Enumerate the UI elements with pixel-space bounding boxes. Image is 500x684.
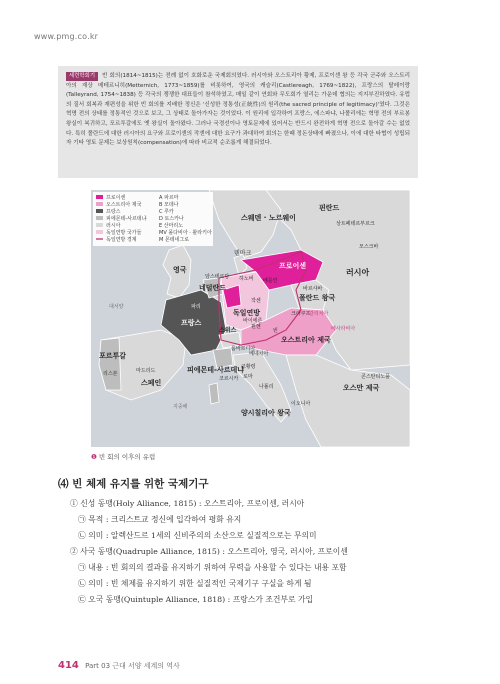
legend-swatch: [96, 209, 103, 213]
legend-key: E 산마리노: [159, 223, 184, 229]
legend-label: 프로이센: [106, 195, 126, 201]
label-lombardy: 롬바르디아: [231, 346, 256, 352]
label-hanover: 하노버: [239, 276, 254, 282]
legend-swatch: [96, 202, 103, 206]
label-switzerland: 스위스: [219, 327, 237, 334]
label-munich: 뮌헨: [251, 324, 261, 330]
legend-key: C 루카: [159, 209, 174, 215]
label-paris: 파리: [191, 304, 201, 310]
label-st-petersburg: 상트페테르부르크: [336, 221, 375, 227]
list-item: ① 신성 동맹(Holy Alliance, 1815) : 오스트리아, 프로이센, 러시아: [70, 499, 305, 508]
label-sweden-norway: 스웨덴 · 노르웨이: [241, 214, 296, 222]
label-galicia: 갈리치아: [309, 311, 329, 317]
label-papal: 교황령: [241, 364, 256, 370]
legend-swatch: [96, 230, 103, 234]
list-item: ② 사국 동맹(Quadruple Alliance, 1815) : 오스트리아, 영국, 러시아, 프로이센: [70, 547, 348, 556]
label-france: 프랑스: [181, 319, 202, 327]
label-corsica: 코르시카: [219, 376, 239, 382]
label-saxony: 작센: [251, 298, 261, 304]
legend-label: 피에몬테-사르데냐: [106, 216, 147, 222]
label-piedmont: 피에몬테-사르데냐: [187, 366, 245, 374]
label-finland: 핀란드: [319, 204, 340, 212]
label-madrid: 마드리드: [136, 368, 156, 374]
label-atlantic: 대서양: [109, 304, 124, 310]
note-tag: 세련학회기: [66, 72, 98, 81]
label-ionia: 이오니아: [291, 401, 311, 407]
label-moscow: 모스크바: [359, 244, 379, 250]
label-berlin: 베를린: [263, 278, 278, 284]
page-footer: [58, 660, 180, 671]
sardinia-region: [209, 383, 219, 404]
label-austria: 오스트리아 제국: [281, 336, 331, 344]
legend-swatch: [96, 223, 103, 227]
label-vienna: 빈: [273, 328, 278, 334]
legend-key: A 파르마: [159, 195, 179, 201]
list-item: ㉡ 의미 : 알렉산드르 1세의 신비주의의 소산으로 실질적으로는 무의미: [78, 531, 317, 540]
legend-swatch: [96, 216, 103, 220]
legend-key: MV 몰다비아 · 왈라키아: [159, 230, 212, 236]
label-denmark: 덴마크: [234, 250, 252, 257]
label-bessarabia: 베사라비아: [331, 326, 356, 332]
legend-label: 러시아: [106, 223, 121, 229]
note-text: 빈 회의(1814~1815)는 전례 없이 호화로운 국제회의였다. 러시아와 오스트리아 황제, 프로이센 왕 등 각국 군주와 오스트리아의 재상 메테르니히(Metternich, 1773~1859)를 비롯하여, 영국의 캐슬리(Castlereagh, 1769~1822), 프랑스의 탈레이랑(Talleyrand, 1754~1838) 등 각국의 쟁쟁한 대표들이 참석하였고, 매일 같이 연회와 무도회가 열리는 가운데 협의는 지지부진하였다. 유럽의 질서 회복과 재편성을 위한 빈 회의를 지배한 정신은 '신성한 정통성(正統性)의 원리(the sacred principle of legitimacy)'였다. 그것은 혁명 전의 상태를 정통적인 것으로 보고, 그 상태로 돌아가자는 것이었다. 이 원리에 입각하여 프랑스, 에스파냐, 나폴리에는 혁명 전의 부르봉 왕실이 복귀하고, 포르투갈에도 옛 왕실이 돌아왔다. 그러나 국경선이나 영토문제에 있어서는 반드시 완전하게 혁명 전으로 돌아갈 수는 없었다. 특히 폴란드에 대한 러시아의 요구와 프로이센의 작센에 대한 요구가 과대하여 회의는 한때 정돈상태에 빠졌으나, 이에 대한 타협이 성립되자 기타 영토 문제는 보상원칙(compensation)에 따라 비교적 순조롭게 해결되었다.: [66, 73, 410, 147]
europe-map: [91, 190, 410, 447]
legend-label: 프랑스: [106, 209, 121, 215]
label-ottoman: 오스만 제국: [343, 384, 380, 392]
label-britain: 영국: [173, 266, 187, 274]
list-item: ㉢ 오국 동맹(Quintuple Alliance, 1818) : 프랑스가 조건부로 가입: [78, 595, 314, 604]
section-title: ⑷ 빈 체제 유지를 위한 국제기구: [58, 478, 209, 490]
map-legend: [93, 192, 213, 246]
label-netherlands: 네덜란드: [199, 284, 227, 292]
legend-label: 독일연방 국가들: [106, 230, 142, 236]
label-warsaw: 바르샤바: [303, 286, 323, 292]
label-venetia: 베네치아: [249, 351, 269, 357]
label-german-conf: 독일연방: [233, 309, 261, 317]
caption-text: 빈 회의 이후의 유럽: [98, 453, 156, 461]
label-lisbon: 리스본: [103, 371, 118, 377]
legend-label: 독일연방 경계: [106, 237, 137, 243]
label-sicily: 양시칠리아 왕국: [241, 409, 291, 417]
legend-key: D 토스카나: [159, 216, 184, 222]
label-mediterranean: 지중해: [173, 404, 188, 410]
label-krakow: 크라쿠프: [291, 311, 311, 317]
label-rome: 로마: [243, 374, 253, 380]
legend-key: B 모데나: [159, 202, 179, 208]
footer-text: Part 03 근대 서양 세계의 역사: [85, 662, 180, 670]
label-spain: 스페인: [141, 379, 162, 387]
label-prussia: 프로이센: [279, 262, 307, 270]
label-bavaria: 바이에른: [243, 318, 263, 324]
sidebar-note: [58, 66, 418, 178]
label-amsterdam: 암스테르담: [205, 274, 230, 280]
legend-label: 오스트리아 제국: [106, 202, 142, 208]
legend-key: M 몬테네그로: [159, 237, 190, 243]
list-item: ㉡ 의미 : 빈 체제를 유지하기 위한 실질적인 국제기구 구실을 하게 됨: [78, 579, 312, 588]
label-poland: 폴란드 왕국: [299, 294, 336, 302]
label-naples: 나폴리: [259, 384, 274, 390]
list-item: ㉠ 목적 : 크리스트교 정신에 입각하여 평화 유지: [78, 515, 242, 524]
map-caption: [91, 452, 155, 461]
caption-mark: ❶: [91, 453, 97, 461]
header-url: www.pmg.co.kr: [34, 32, 99, 41]
label-russia: 러시아: [346, 268, 370, 277]
label-portugal: 포르투갈: [99, 352, 127, 360]
page-number: 414: [58, 660, 79, 671]
legend-swatch: [96, 195, 103, 199]
list-item: ㉠ 내용 : 빈 회의의 결과를 유지하기 위하여 무력을 사용할 수 있다는 내용 포함: [78, 563, 347, 572]
label-constantinople: 콘스탄티노플: [361, 374, 390, 380]
piedmont-region: [213, 348, 233, 368]
